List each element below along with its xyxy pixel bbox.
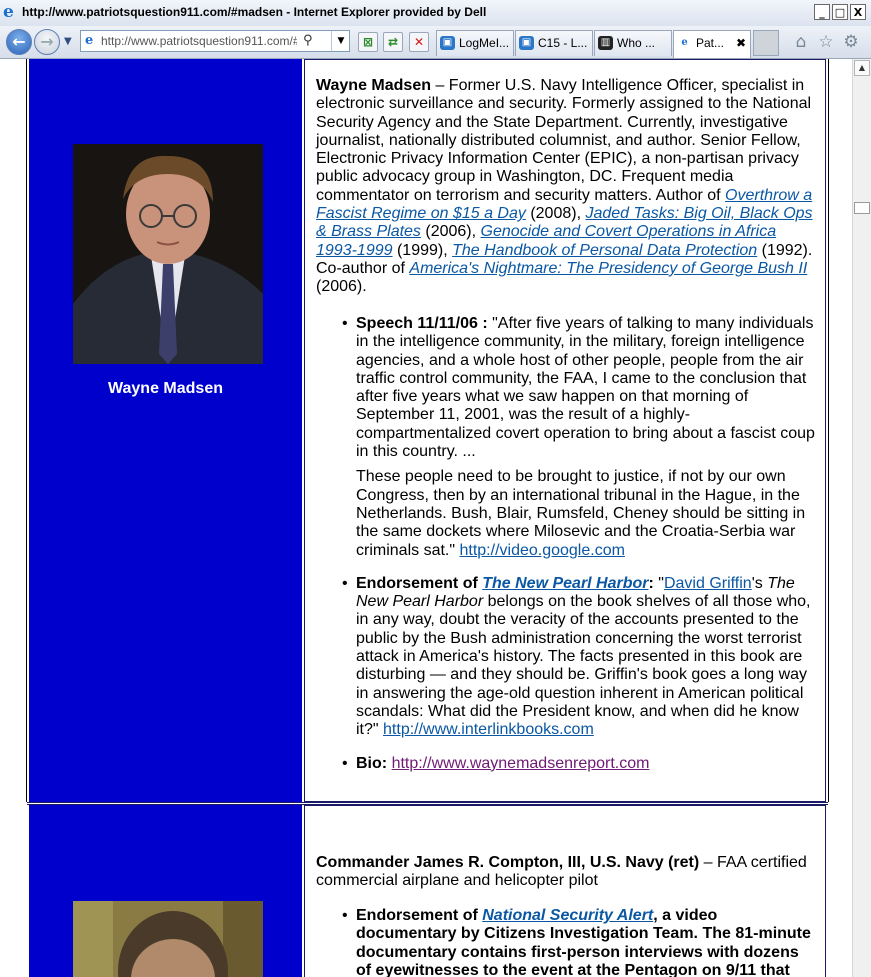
list-item — [316, 575, 816, 740]
ie-logo-icon: e — [3, 2, 14, 22]
table-row — [27, 805, 828, 977]
endorsement-label: Endorsement of — [356, 907, 483, 924]
close-tab-icon[interactable]: ✖ — [735, 36, 746, 50]
logmein-tab-icon: ▣ — [440, 36, 455, 50]
address-bar[interactable] — [80, 30, 350, 52]
bio-cell — [304, 59, 826, 802]
favorites-star-icon[interactable]: ☆ — [818, 32, 834, 52]
back-button[interactable] — [6, 29, 32, 55]
recent-pages-dropdown[interactable]: ▼ — [64, 36, 72, 47]
compat-icon: ⊠ — [362, 35, 374, 49]
portrait-photo — [73, 901, 263, 977]
arrow-left-icon: ← — [12, 32, 26, 51]
book-link[interactable]: The New Pearl Harbor — [482, 574, 649, 592]
compatibility-view-button[interactable] — [358, 32, 378, 52]
bullet-icon: • — [342, 754, 348, 772]
book-link[interactable]: The Handbook of Personal Data Protection — [452, 241, 758, 259]
speech-text: These people need to be brought to justice, if not by our own Congress, then by an international tribunal in the Hague, in the Netherlands. Bush, Blair, Rumsfeld, Cheney should be sitting in the same dockets where Milosevic and the Croatia-Serbia war criminals sat." — [356, 468, 806, 559]
address-input[interactable] — [101, 32, 297, 50]
maximize-button[interactable]: □ — [832, 4, 848, 20]
tab-label: C15 - L... — [538, 36, 588, 50]
colon: : — [648, 574, 654, 592]
bio-intro — [316, 854, 816, 891]
arrow-right-icon: → — [40, 32, 54, 51]
caret-up-icon: ▲ — [858, 63, 866, 72]
bio-text: (2008), — [525, 205, 586, 223]
endorsement-label: Endorsement of — [356, 574, 483, 592]
tab-patriots-active[interactable] — [673, 30, 751, 58]
endorsement-text: belongs on the book shelves of all those who, in any way, doubt the veracity of the accounts presented to the public by the Bush administration concerning the worst terrorist attack in America's history. The facts presented in this book are disturbing — and they should be. Griffin's book goes a long way in answering the age-old question inherent in American political scandals: What did the President know, and when did he know it?" — [356, 593, 811, 739]
person-name: Wayne Madsen — [316, 77, 431, 94]
book-link[interactable]: Overthrow a Fascist Regime on $15 a Day — [316, 186, 813, 223]
scroll-up-button[interactable] — [854, 60, 870, 76]
bio-cell — [304, 805, 826, 977]
page-icon: e — [85, 33, 94, 48]
vertical-scrollbar[interactable] — [852, 59, 871, 977]
tab-logmein[interactable] — [436, 30, 514, 56]
imdb-tab-icon: ▥ — [598, 36, 613, 50]
stop-icon: ✕ — [413, 35, 425, 49]
person-name: Commander James R. Compton, III, U.S. Navy (ret) — [316, 854, 700, 871]
endorsement-text: , a video documentary by Citizens Investigation Team. The 81-minute documentary contains first-person interviews with dozens of eyewitnesses to the event at the Pentagon on 9/11 that — [356, 907, 811, 977]
bullet-icon: • — [342, 907, 348, 924]
portrait-image — [73, 144, 263, 364]
bio-text: (2006), — [420, 223, 481, 241]
new-tab-button[interactable] — [753, 30, 779, 56]
list-item — [316, 907, 816, 977]
logmein-tab-icon: ▣ — [519, 36, 534, 50]
speech-label: Speech 11/11/06 : — [356, 315, 488, 332]
author-link[interactable]: David Griffin — [663, 574, 752, 592]
portrait-caption: Wayne Madsen — [108, 380, 223, 397]
tab-c15[interactable] — [515, 30, 593, 56]
bio-text: – Former U.S. Navy Intelligence Officer, specialist in electronic surveillance and security. Formerly assigned to the National Security Agency and the State Department. Currently, investigative journalist, nationally distributed columnist, and author. Senior Fellow, Electronic Privacy Information Center (EPIC), a non-partisan privacy public advocacy group in Washington, DC. Frequent media commentator on terrorism and security matters. Author of — [316, 77, 812, 204]
book-link[interactable]: Genocide and Covert Operations in Africa 1993-1999 — [316, 223, 777, 259]
refresh-icon: ⇄ — [387, 35, 399, 49]
quote-list — [316, 315, 816, 773]
tab-label: Pat... — [696, 36, 725, 50]
speech-text: "After five years of talking to many individuals in the intelligence community, in the military, foreign intelligence agencies, and a whole host of other people, people from the air traffic control community, the FAA, I came to the conclusion that after five years what we saw happen on that morning of September 11, 2001, was the result of a highly-compartmentalized covert operation to bring about a fascist coup in this country. ... — [356, 315, 815, 461]
ie-page-tab-icon: e — [677, 36, 692, 50]
bio-intro — [316, 77, 816, 297]
book-link[interactable]: America's Nightmare: The Presidency of George Bush II — [409, 259, 808, 277]
tab-who[interactable] — [594, 30, 672, 56]
bio-text: (2006). — [316, 278, 367, 296]
documentary-link[interactable]: National Security Alert — [482, 907, 654, 924]
endorsement-text: 's — [751, 574, 768, 592]
title-bar — [0, 0, 871, 27]
bio-link[interactable]: http://www.waynemadsenreport.com — [391, 754, 650, 772]
list-item — [316, 755, 816, 773]
quote-list — [316, 907, 816, 977]
home-icon[interactable]: ⌂ — [795, 32, 807, 52]
video-link[interactable]: http://video.google.com — [459, 541, 625, 559]
address-dropdown-icon[interactable]: ▼ — [331, 31, 350, 51]
refresh-button[interactable] — [383, 32, 403, 52]
table-row — [27, 59, 828, 802]
book-title: The New Pearl Harbor — [356, 574, 795, 611]
bio-label: Bio: — [356, 754, 388, 772]
quote-mark: " — [653, 574, 664, 592]
minimize-button[interactable]: _ — [814, 4, 830, 20]
page-viewport — [0, 59, 852, 977]
tab-label: Who ... — [617, 36, 656, 50]
tools-gear-icon[interactable]: ⚙ — [843, 32, 859, 52]
bio-text: – FAA certified commercial airplane and helicopter pilot — [316, 854, 807, 890]
photo-cell — [29, 805, 302, 977]
bio-text: (1992). Co-author of — [316, 241, 813, 277]
portrait-image — [73, 901, 263, 977]
bullet-icon: • — [342, 315, 348, 332]
close-window-button[interactable]: X — [850, 4, 866, 20]
bullet-icon: • — [342, 574, 348, 592]
portrait-photo — [73, 144, 263, 364]
publisher-link[interactable]: http://www.interlinkbooks.com — [383, 721, 594, 739]
bio-text: (1999), — [392, 241, 453, 259]
navigation-bar — [0, 26, 871, 59]
tab-label: LogMeI... — [459, 36, 510, 50]
stop-button[interactable] — [409, 32, 429, 52]
book-link[interactable]: Jaded Tasks: Big Oil, Black Ops & Brass Plates — [316, 205, 813, 241]
forward-button[interactable] — [34, 29, 60, 55]
photo-cell — [29, 59, 302, 802]
window-title: http://www.patriotsquestion911.com/#madsen - Internet Explorer provided by Dell — [22, 5, 487, 19]
scroll-thumb[interactable] — [854, 202, 870, 214]
list-item — [316, 315, 816, 560]
search-icon[interactable]: ⚲ — [303, 33, 313, 48]
people-table — [26, 59, 829, 977]
